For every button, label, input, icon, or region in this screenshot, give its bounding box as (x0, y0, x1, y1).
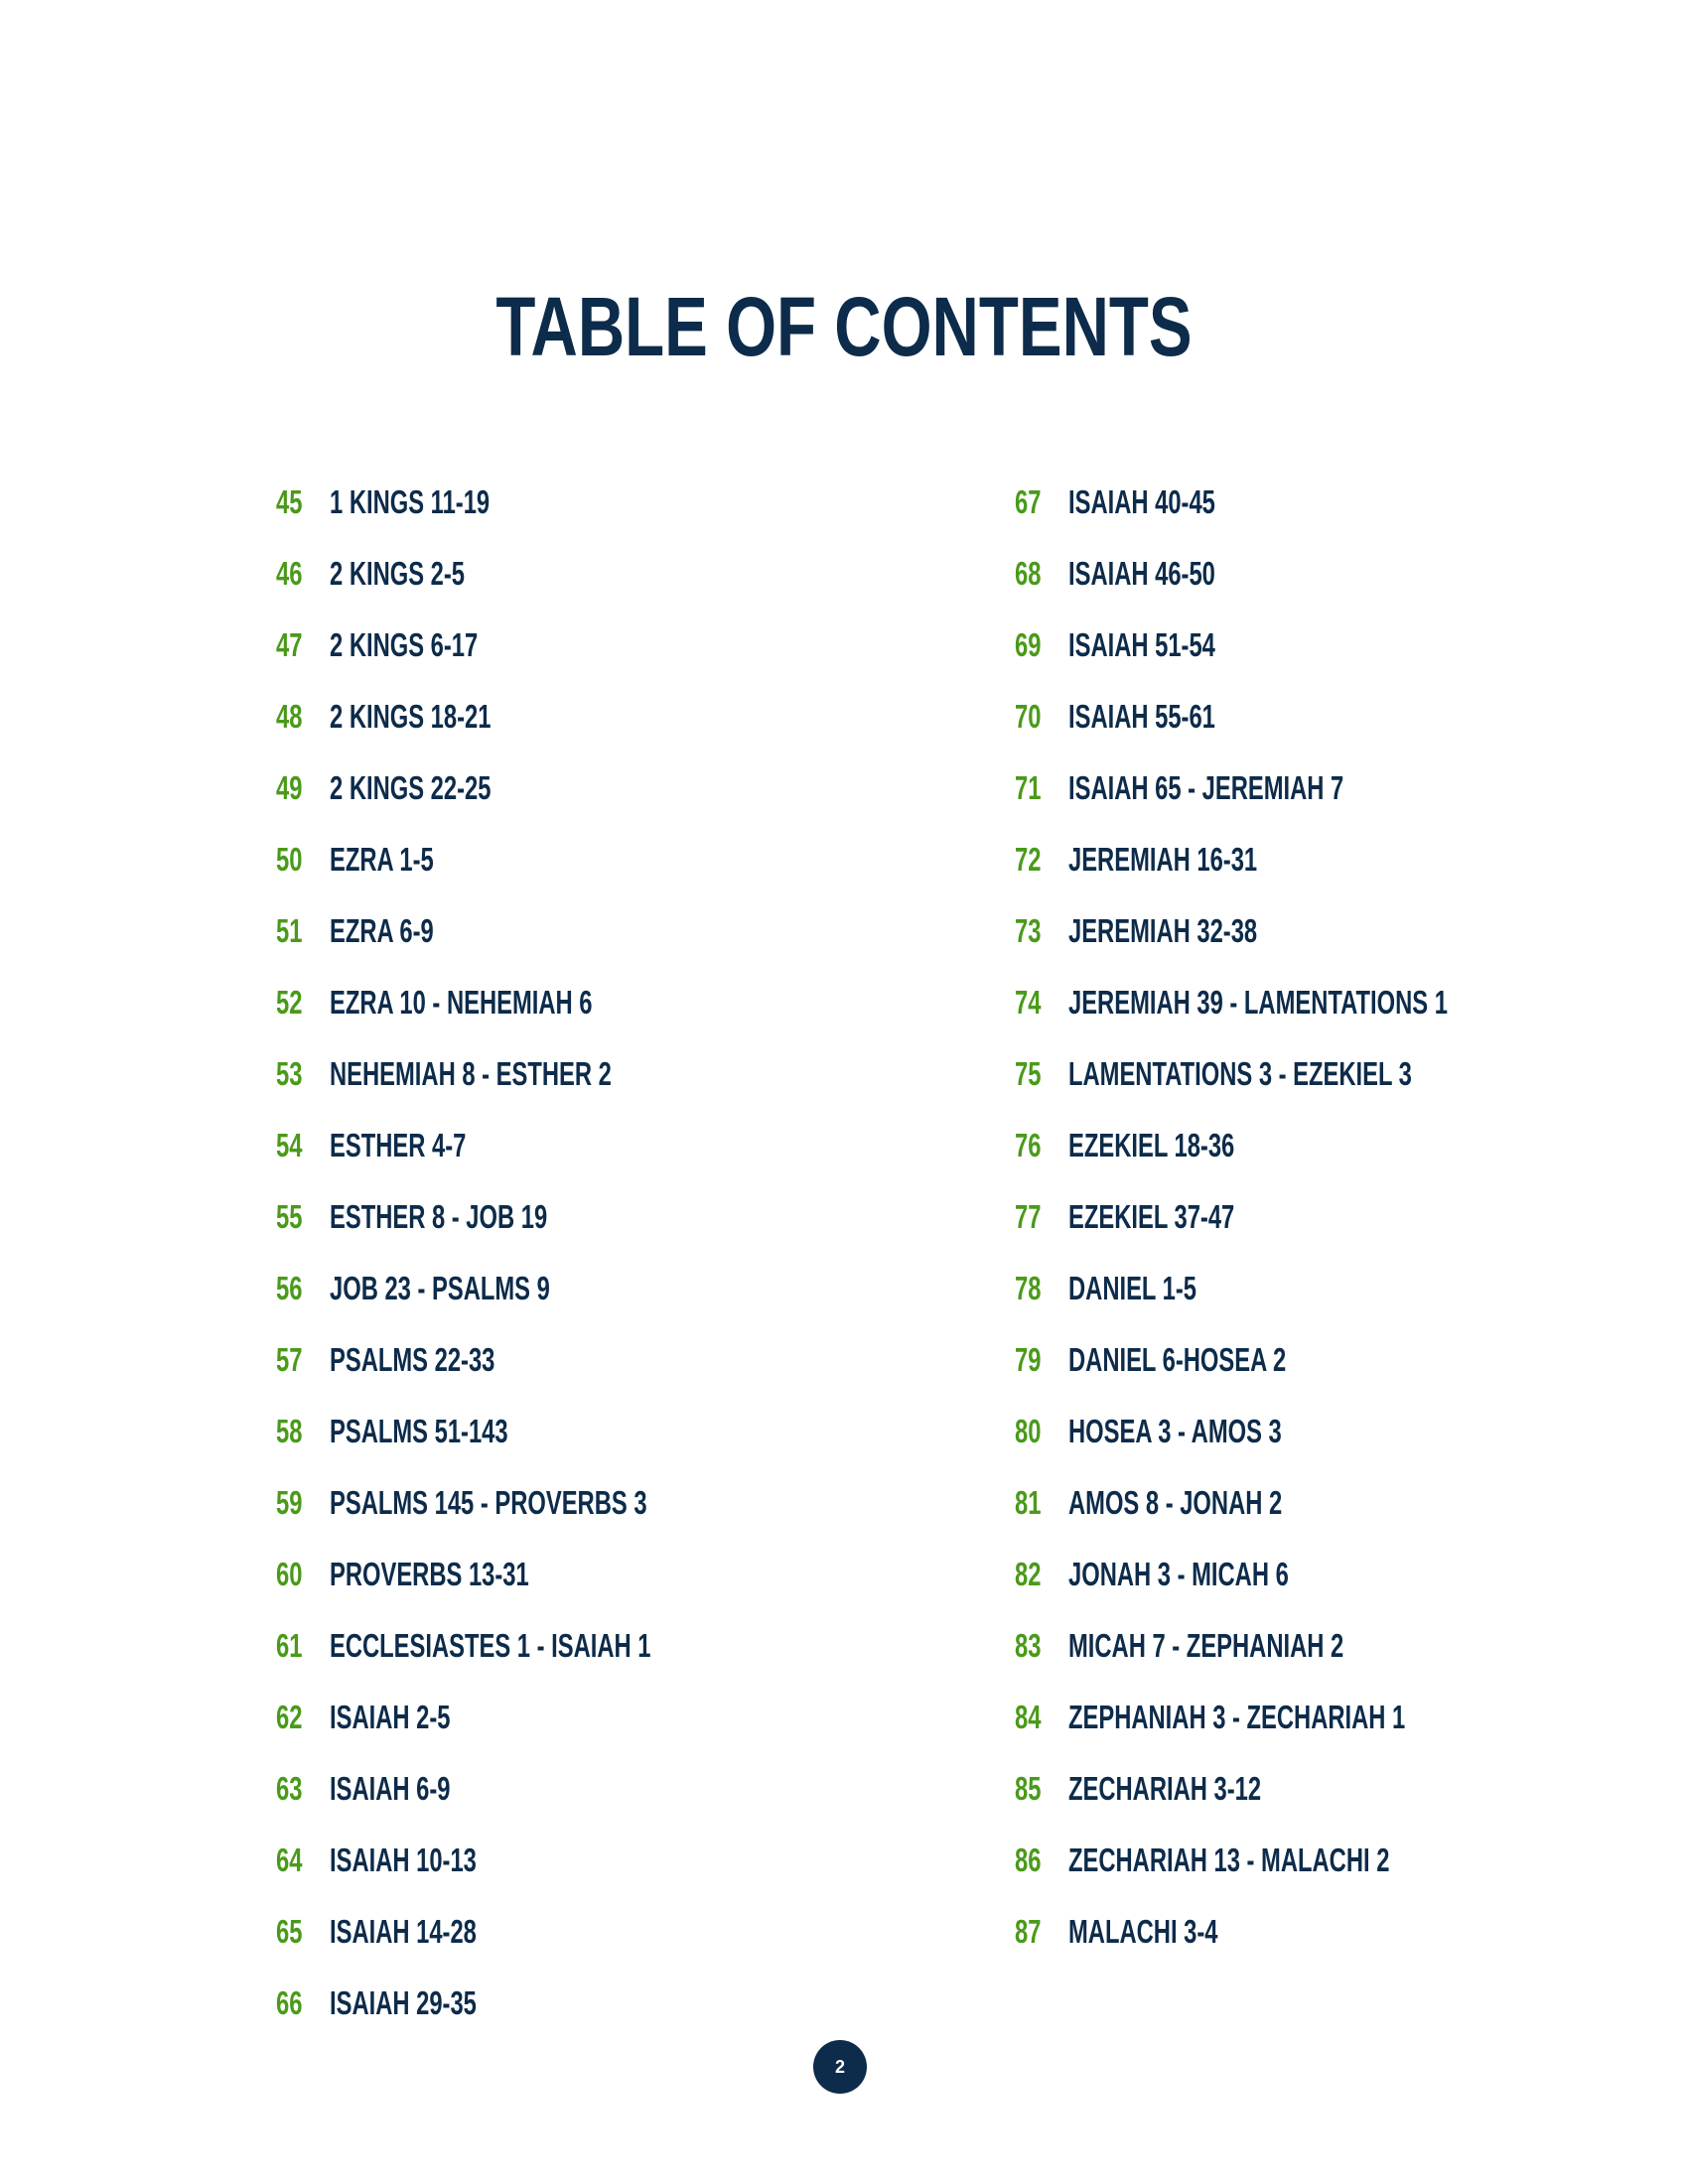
toc-entry[interactable] (1015, 1110, 1596, 1181)
toc-page-number: 53 (276, 1055, 303, 1092)
toc-entry[interactable] (1015, 1038, 1596, 1110)
toc-page-number: 55 (276, 1198, 303, 1235)
toc-entry-label: PROVERBS 13-31 (330, 1556, 529, 1592)
toc-entry-label: 2 KINGS 6-17 (330, 626, 479, 663)
toc-entry[interactable] (276, 1682, 775, 1753)
toc-page-number: 82 (1015, 1556, 1042, 1592)
toc-page-number: 56 (276, 1270, 303, 1306)
toc-entry[interactable] (276, 1324, 775, 1396)
toc-entry-label: ISAIAH 14-28 (330, 1913, 477, 1950)
toc-entry-label: ZEPHANIAH 3 - ZECHARIAH 1 (1068, 1699, 1406, 1735)
toc-entry[interactable] (1015, 1682, 1596, 1753)
toc-page-number: 65 (276, 1913, 303, 1950)
toc-entry[interactable] (1015, 1896, 1596, 1968)
toc-page-number: 61 (276, 1627, 303, 1664)
toc-entry-label: JEREMIAH 39 - LAMENTATIONS 1 (1068, 984, 1448, 1021)
toc-entry[interactable] (1015, 1467, 1596, 1539)
toc-page-number: 58 (276, 1413, 303, 1449)
toc-entry[interactable] (1015, 1253, 1596, 1324)
toc-page-number: 64 (276, 1842, 303, 1878)
toc-page-number: 87 (1015, 1913, 1042, 1950)
toc-column-left (276, 467, 775, 2039)
toc-entry[interactable] (1015, 895, 1596, 967)
toc-page-number: 77 (1015, 1198, 1042, 1235)
toc-page-number: 83 (1015, 1627, 1042, 1664)
toc-entry[interactable] (1015, 1825, 1596, 1896)
toc-entry-label: 2 KINGS 22-25 (330, 769, 492, 806)
toc-entry-label: JOB 23 - PSALMS 9 (330, 1270, 550, 1306)
toc-entry-label: DANIEL 6-HOSEA 2 (1068, 1341, 1287, 1378)
toc-entry-label: ECCLESIASTES 1 - ISAIAH 1 (330, 1627, 651, 1664)
toc-entry-label: JONAH 3 - MICAH 6 (1068, 1556, 1289, 1592)
toc-entry-label: PSALMS 51-143 (330, 1413, 508, 1449)
toc-page-number: 62 (276, 1699, 303, 1735)
toc-page-number: 48 (276, 698, 303, 735)
toc-entry[interactable] (1015, 824, 1596, 895)
toc-entry-label: ISAIAH 55-61 (1068, 698, 1215, 735)
toc-page-number: 49 (276, 769, 303, 806)
toc-page-number: 57 (276, 1341, 303, 1378)
toc-page-number: 51 (276, 912, 303, 949)
toc-entry[interactable] (1015, 1539, 1596, 1610)
page-title: TABLE OF CONTENTS (495, 280, 1193, 374)
toc-entry-label: ISAIAH 40-45 (1068, 483, 1215, 520)
toc-entry-label: ISAIAH 29-35 (330, 1984, 477, 2021)
toc-page-number: 74 (1015, 984, 1042, 1021)
toc-entry[interactable] (1015, 467, 1596, 538)
toc-entry-label: ESTHER 8 - JOB 19 (330, 1198, 548, 1235)
toc-page-number: 70 (1015, 698, 1042, 735)
toc-page-number: 75 (1015, 1055, 1042, 1092)
toc-page-number: 60 (276, 1556, 303, 1592)
toc-entry[interactable] (276, 824, 775, 895)
toc-entry[interactable] (276, 1181, 775, 1253)
toc-entry[interactable] (1015, 752, 1596, 824)
page-number-badge: 2 (813, 2040, 867, 2094)
toc-page-number: 47 (276, 626, 303, 663)
toc-entry[interactable] (1015, 610, 1596, 681)
toc-entry-label: 2 KINGS 18-21 (330, 698, 492, 735)
toc-entry[interactable] (276, 1253, 775, 1324)
toc-page-number: 66 (276, 1984, 303, 2021)
toc-page-number: 59 (276, 1484, 303, 1521)
toc-page-number: 67 (1015, 483, 1042, 520)
toc-entry[interactable] (276, 1753, 775, 1825)
toc-entry-label: ISAIAH 10-13 (330, 1842, 477, 1878)
toc-entry[interactable] (276, 1610, 775, 1682)
toc-entry[interactable] (276, 1539, 775, 1610)
toc-entry[interactable] (1015, 967, 1596, 1038)
toc-page-number: 72 (1015, 841, 1042, 878)
toc-page-number: 71 (1015, 769, 1042, 806)
toc-page-number: 86 (1015, 1842, 1042, 1878)
toc-entry-label: EZEKIEL 37-47 (1068, 1198, 1235, 1235)
toc-entry[interactable] (1015, 1324, 1596, 1396)
toc-entry-label: 1 KINGS 11-19 (330, 483, 491, 520)
toc-page-number: 85 (1015, 1770, 1042, 1807)
toc-entry-label: MICAH 7 - ZEPHANIAH 2 (1068, 1627, 1344, 1664)
toc-page-number: 78 (1015, 1270, 1042, 1306)
toc-entry-label: ZECHARIAH 13 - MALACHI 2 (1068, 1842, 1390, 1878)
toc-entry[interactable] (276, 681, 775, 752)
toc-page-number: 79 (1015, 1341, 1042, 1378)
toc-page-number: 68 (1015, 555, 1042, 592)
toc-entry-label: LAMENTATIONS 3 - EZEKIEL 3 (1068, 1055, 1412, 1092)
toc-entry[interactable] (1015, 1396, 1596, 1467)
toc-entry[interactable] (276, 1896, 775, 1968)
toc-page-number: 45 (276, 483, 303, 520)
toc-page-number: 54 (276, 1127, 303, 1163)
toc-entry[interactable] (1015, 1610, 1596, 1682)
toc-page-number: 76 (1015, 1127, 1042, 1163)
toc-page-number: 52 (276, 984, 303, 1021)
toc-entry-label: ISAIAH 2-5 (330, 1699, 451, 1735)
toc-entry-label: ISAIAH 51-54 (1068, 626, 1215, 663)
toc-entry-label: EZEKIEL 18-36 (1068, 1127, 1235, 1163)
toc-page-number: 50 (276, 841, 303, 878)
toc-entry[interactable] (276, 1396, 775, 1467)
toc-entry-label: EZRA 6-9 (330, 912, 434, 949)
toc-entry-label: EZRA 10 - NEHEMIAH 6 (330, 984, 593, 1021)
toc-page-number: 63 (276, 1770, 303, 1807)
toc-entry-label: AMOS 8 - JONAH 2 (1068, 1484, 1283, 1521)
toc-entry[interactable] (276, 1110, 775, 1181)
toc-entry[interactable] (276, 895, 775, 967)
toc-entry[interactable] (276, 1467, 775, 1539)
toc-entry[interactable] (276, 467, 775, 538)
toc-entry[interactable] (276, 1038, 775, 1110)
toc-entry-label: NEHEMIAH 8 - ESTHER 2 (330, 1055, 612, 1092)
toc-page-number: 80 (1015, 1413, 1042, 1449)
toc-entry[interactable] (276, 967, 775, 1038)
toc-entry-label: PSALMS 145 - PROVERBS 3 (330, 1484, 647, 1521)
toc-page-number: 84 (1015, 1699, 1042, 1735)
toc-entry-label: ISAIAH 6-9 (330, 1770, 451, 1807)
toc-entry-label: ISAIAH 46-50 (1068, 555, 1215, 592)
toc-entry[interactable] (276, 1825, 775, 1896)
toc-page-number: 73 (1015, 912, 1042, 949)
toc-page-number: 46 (276, 555, 303, 592)
toc-entry-label: ISAIAH 65 - JEREMIAH 7 (1068, 769, 1344, 806)
toc-entry-label: 2 KINGS 2-5 (330, 555, 466, 592)
toc-entry[interactable] (1015, 1181, 1596, 1253)
toc-column-right (1015, 467, 1596, 1968)
toc-entry[interactable] (276, 610, 775, 681)
toc-entry[interactable] (276, 752, 775, 824)
toc-page-number: 81 (1015, 1484, 1042, 1521)
toc-entry[interactable] (276, 1968, 775, 2039)
toc-entry[interactable] (1015, 1753, 1596, 1825)
toc-entry-label: JEREMIAH 32-38 (1068, 912, 1258, 949)
toc-entry-label: EZRA 1-5 (330, 841, 434, 878)
toc-entry-label: DANIEL 1-5 (1068, 1270, 1196, 1306)
toc-entry-label: MALACHI 3-4 (1068, 1913, 1218, 1950)
toc-page-number: 69 (1015, 626, 1042, 663)
toc-entry-label: HOSEA 3 - AMOS 3 (1068, 1413, 1282, 1449)
toc-entry-label: JEREMIAH 16-31 (1068, 841, 1258, 878)
toc-entry-label: ZECHARIAH 3-12 (1068, 1770, 1262, 1807)
toc-entry-label: ESTHER 4-7 (330, 1127, 467, 1163)
toc-entry[interactable] (1015, 681, 1596, 752)
toc-entry[interactable] (1015, 538, 1596, 610)
toc-entry-label: PSALMS 22-33 (330, 1341, 495, 1378)
toc-entry[interactable] (276, 538, 775, 610)
